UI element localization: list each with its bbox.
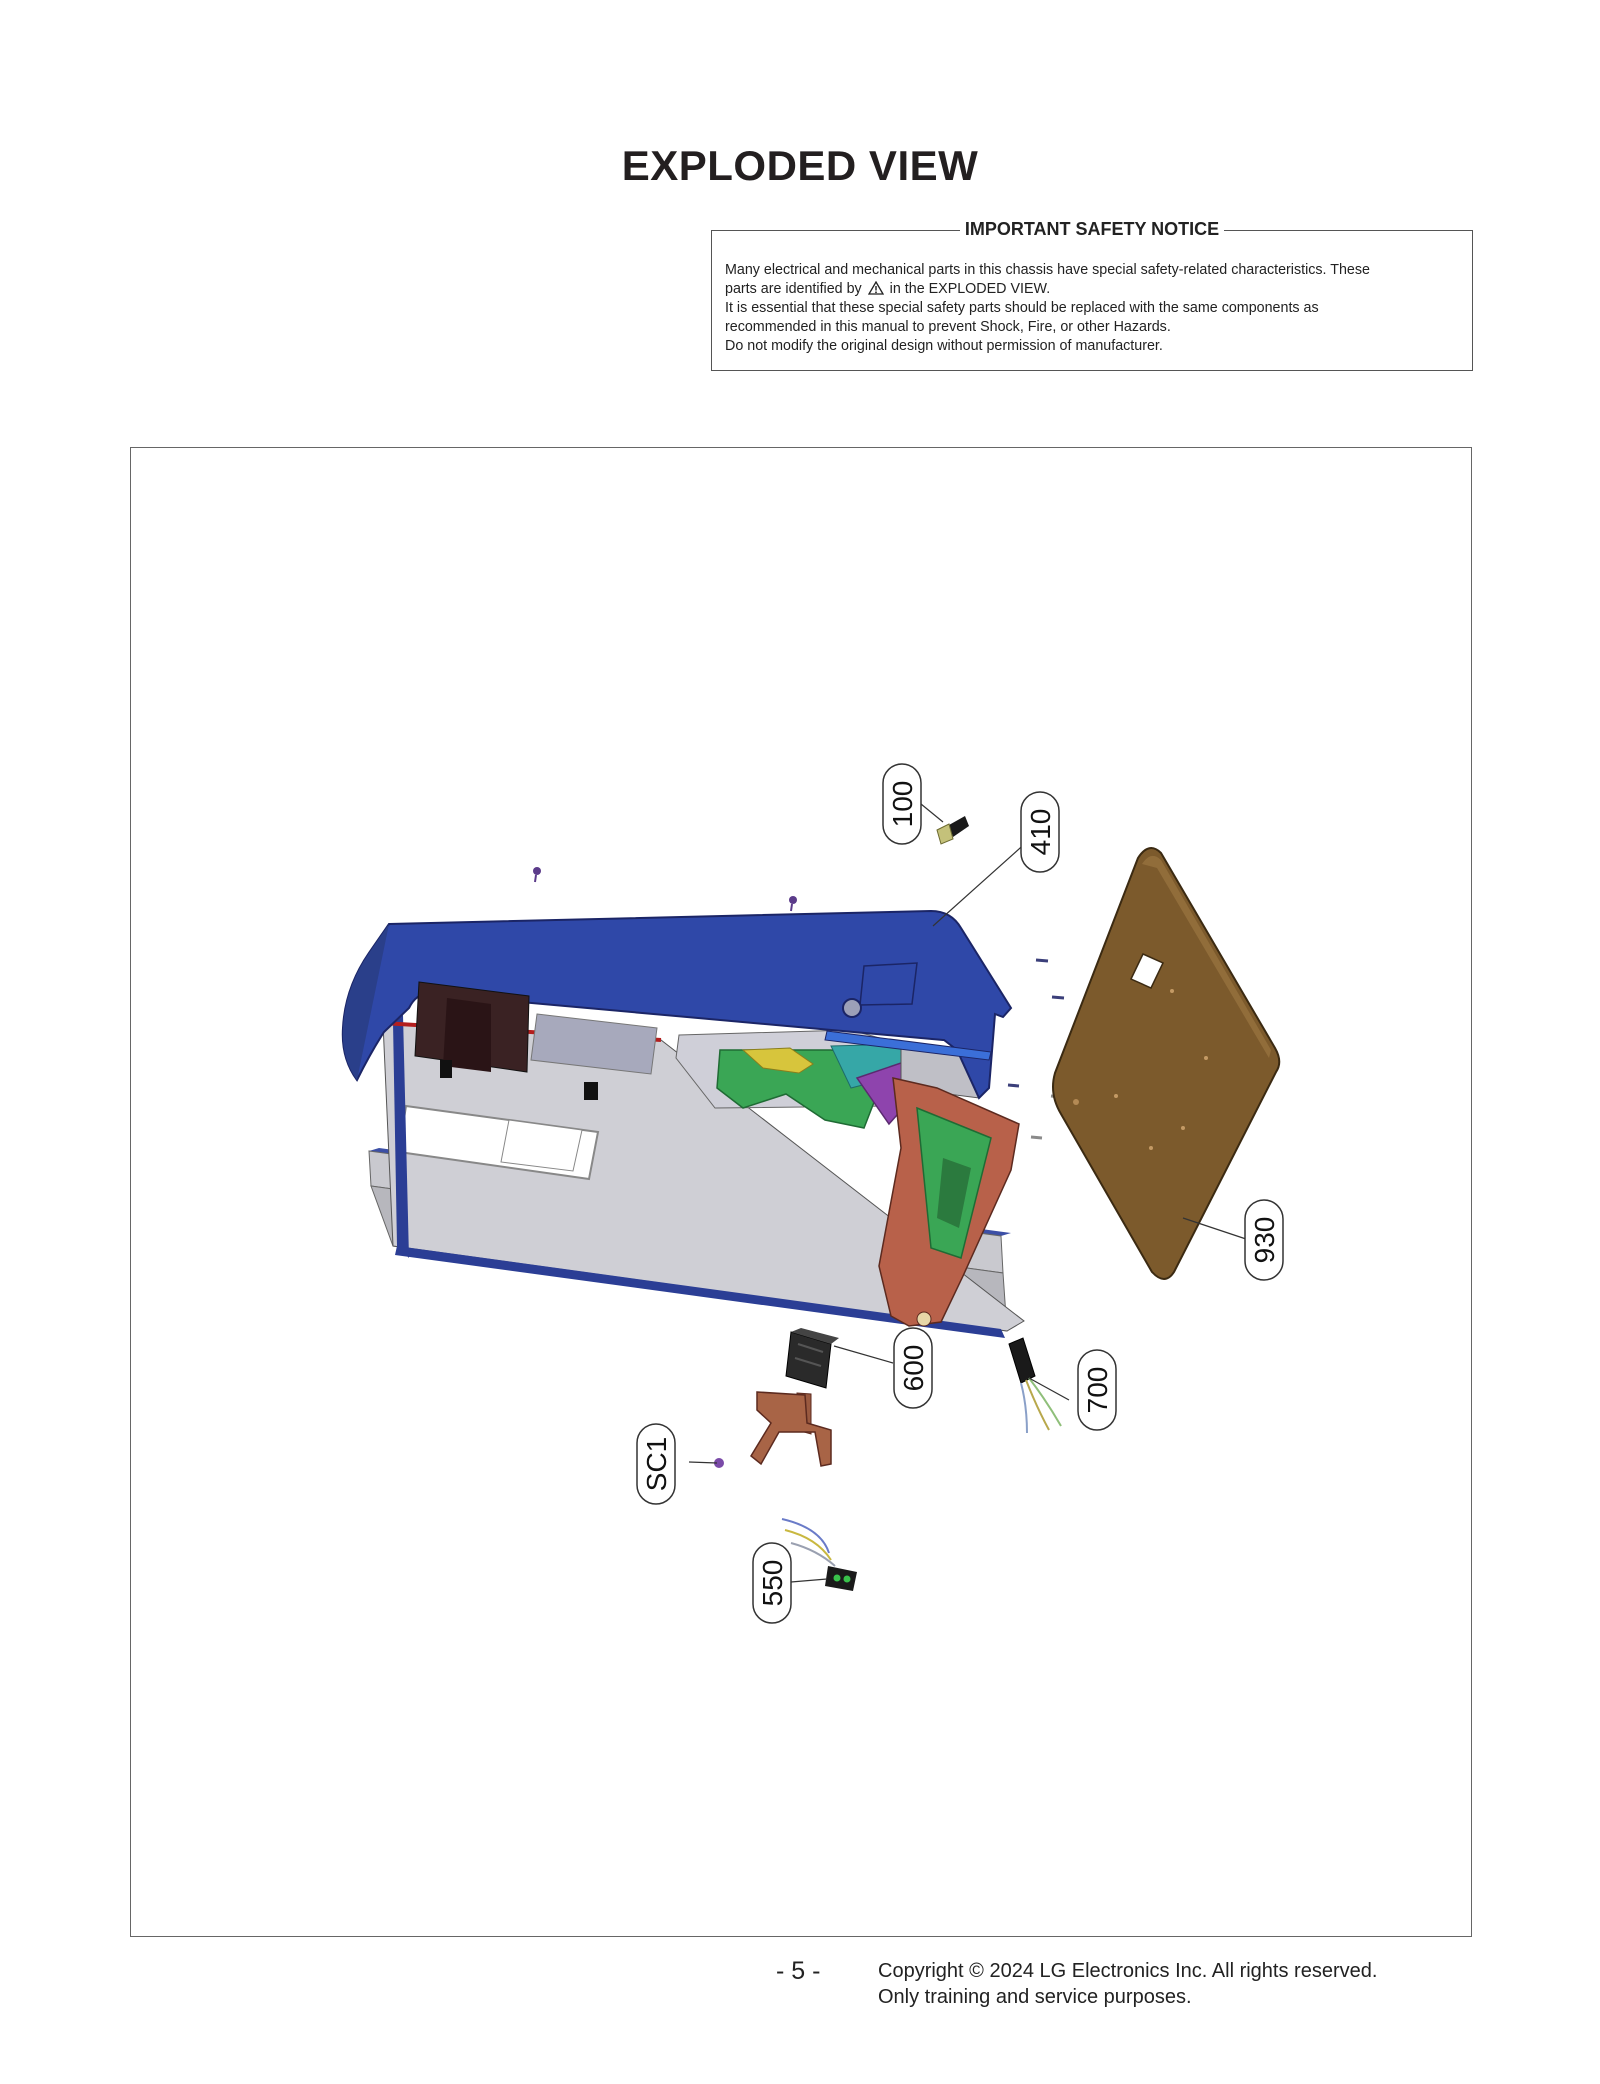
svg-text:600: 600	[898, 1344, 929, 1392]
svg-text:700: 700	[1082, 1366, 1113, 1414]
power-cord-700	[1009, 1338, 1061, 1433]
svg-text:550: 550	[757, 1559, 788, 1607]
notice-line-5: Do not modify the original design without permission of manufacturer.	[725, 338, 1163, 354]
safety-notice-title: IMPORTANT SAFETY NOTICE	[960, 219, 1224, 239]
callout-600	[894, 1328, 932, 1408]
callout-410	[1021, 792, 1059, 872]
svg-text:410: 410	[1025, 808, 1056, 856]
callout-100	[883, 764, 921, 844]
exploded-view-frame	[130, 447, 1472, 1937]
exploded-view-diagram	[131, 448, 1471, 1936]
notice-line-1: Many electrical and mechanical parts in this chassis have special safety-related characteristics. These	[725, 262, 1370, 278]
notice-line-3: It is essential that these special safety parts should be replaced with the same components as	[725, 300, 1319, 316]
copyright-line-1: Copyright © 2024 LG Electronics Inc. All rights reserved.	[878, 1960, 1378, 1982]
notice-line-4: recommended in this manual to prevent Shock, Fire, or other Hazards.	[725, 319, 1171, 335]
callout-sc1	[637, 1424, 675, 1504]
warning-triangle-icon	[868, 281, 884, 295]
callout-930	[1245, 1200, 1283, 1280]
svg-text:100: 100	[887, 780, 918, 828]
copyright-notice	[878, 1958, 1377, 2010]
safety-notice-box	[711, 219, 1473, 371]
safety-notice-body	[725, 261, 1459, 356]
callout-550	[753, 1543, 791, 1623]
page-number: - 5 -	[776, 1957, 821, 1985]
notice-line-2: parts are identified by in the EXPLODED VIEW.	[725, 281, 1051, 297]
svg-text:SC1: SC1	[641, 1436, 672, 1492]
page-title: EXPLODED VIEW	[621, 142, 979, 189]
bracket-sc1	[714, 1392, 831, 1468]
callout-700	[1078, 1350, 1116, 1430]
svg-text:930: 930	[1249, 1216, 1280, 1264]
copyright-line-2: Only training and service purposes.	[878, 1986, 1192, 2008]
connector-600	[786, 1328, 839, 1388]
knob-100	[937, 816, 969, 844]
